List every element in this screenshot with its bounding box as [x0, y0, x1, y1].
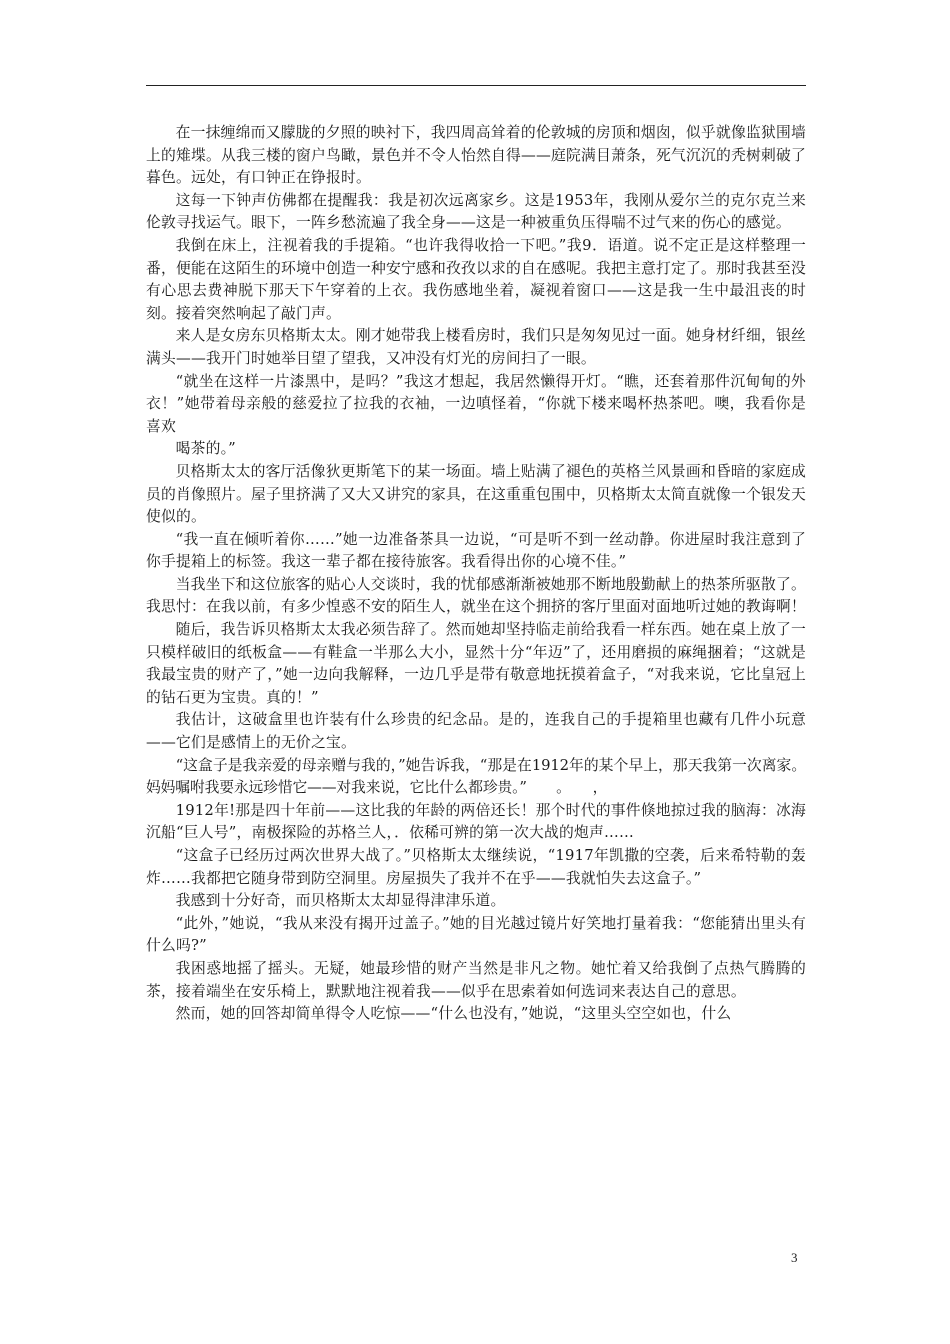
document-body: [146, 122, 806, 1026]
paragraph: 来人是女房东贝格斯太太。刚才她带我上楼看房时，我们只是匆匆见过一面。她身材纤细，银丝满头——我开门时她举目望了望我，又冲没有灯光的房间扫了一眼。: [146, 327, 806, 367]
paragraph: “我一直在倾听着你……”她一边准备茶具一边说，“可是听不到一丝动静。你进屋时我注意到了你手提箱上的标签。我这一辈子都在接待旅客。我看得出你的心境不佳。”: [146, 530, 806, 571]
page-number: 3: [791, 1250, 798, 1265]
paragraph: 我感到十分好奇，而贝格斯太太却显得津津乐道。: [175, 892, 506, 910]
paragraph: “这盒子已经历过两次世界大战了。”贝格斯太太继续说，“1917年凯撒的空袭，后来希特勒的轰炸……我都把它随身带到防空洞里。房屋损失了我并不在乎——我就怕失去这盒子。”: [146, 847, 806, 887]
paragraph: 当我坐下和这位旅客的贴心人交谈时，我的忧郁感渐渐被她那不断地殷勤献上的热茶所驱散了。我思忖：在我以前，有多少惶惑不安的陌生人，就坐在这个拥挤的客厅里面对面地听过她的教诲啊！: [146, 575, 806, 616]
paragraph: 1912年!那是四十年前——这比我的年龄的两倍还长！那个时代的事件倏地掠过我的脑海：冰海沉船“巨人号”，南极探险的苏格兰人，．依稀可辨的第一次大战的炮声……: [146, 801, 806, 842]
paragraph: 在一抹缠绵而又朦胧的夕照的映衬下，我四周高耸着的伦敦城的房顶和烟囱，似乎就像监狱围墙上的雉堞。从我三楼的窗户鸟瞰，景色并不令人怡然自得——庭院满目萧条，死气沉沉的秃树刺破了暮色。远处，有口钟正在铮报时。: [146, 124, 806, 187]
paragraph: “此外，”她说，“我从来没有揭开过盖子。”她的目光越过镜片好笑地打量着我：“您能猜出里头有什么吗?”: [146, 914, 806, 955]
paragraph: 贝格斯太太的客厅活像狄更斯笔下的某一场面。墙上贴满了褪色的英格兰风景画和昏暗的家庭成员的肖像照片。屋子里挤满了又大又讲究的家具，在这重重包围中，贝格斯太太简直就像一个银发天使似的。: [146, 462, 806, 526]
paragraph: “这盒子是我亲爱的母亲赠与我的，”她告诉我，“那是在1912年的某个早上，那天我第一次离家。妈妈嘱咐我要永远珍惜它——对我来说，它比什么都珍贵。” 。 ，: [146, 756, 806, 797]
header-rule: [146, 85, 806, 86]
paragraph: 这每一下钟声仿佛都在提醒我：我是初次远离家乡。这是1953年，我刚从爱尔兰的克尔克兰来伦敦寻找运气。眼下，一阵乡愁流遍了我全身——这是一种被重负压得喘不过气来的伤心的感觉。: [146, 191, 806, 232]
paragraph: 随后，我告诉贝格斯太太我必须告辞了。然而她却坚持临走前给我看一样东西。她在桌上放了一只模样破旧的纸板盒——有鞋盒一半那么大小，显然十分“年迈”了，还用磨损的麻绳捆着；“这就是我最宝贵的财产了，”她一边向我解释，一边几乎是带有敬意地抚摸着盒子，“对我来说，它比皇冠上的钻石更为宝贵。真的！”: [146, 621, 806, 706]
paragraph: 然而，她的回答却简单得令人吃惊——“什么也没有，”她说，“这里头空空如也，什么: [175, 1005, 732, 1023]
paragraph: 我倒在床上，注视着我的手提箱。“也许我得收拾一下吧。”我9．语道。说不定正是这样整理一番，便能在这陌生的环境中创造一种安宁感和孜孜以求的自在感呢。我把主意打定了。那时我甚至没有心思去费神脱下那天下午穿着的上衣。我伤感地坐着，凝视着窗口——这是我一生中最沮丧的时刻。接着突然响起了敲门声。: [146, 236, 806, 322]
paragraph: 我困惑地摇了摇头。无疑，她最珍惜的财产当然是非凡之物。她忙着又给我倒了点热气腾腾的茶，接着端坐在安乐椅上，默默地注视着我——似乎在思索着如何选词来表达自己的意思。: [146, 959, 806, 1000]
paragraph: 喝茶的。”: [175, 440, 236, 458]
paragraph: 我估计，这破盒里也许装有什么珍贵的纪念品。是的，连我自己的手提箱里也藏有几件小玩意——它们是感情上的无价之宝。: [146, 711, 806, 752]
paragraph: “就坐在这样一片漆黑中，是吗？”我这才想起，我居然懒得开灯。“瞧，还套着那件沉甸甸的外衣！”她带着母亲般的慈爱拉了拉我的衣袖，一边嗔怪着，“你就下楼来喝杯热茶吧。噢，我看你是喜欢: [146, 372, 806, 435]
